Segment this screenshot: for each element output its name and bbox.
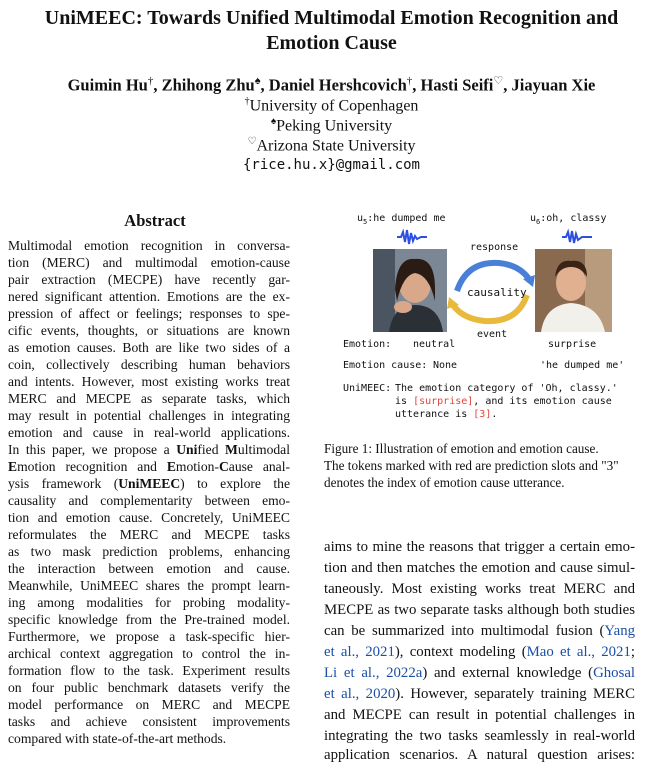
figure-caption-line-3: denotes the index of emotion cause utterance.: [324, 475, 565, 490]
cause-row-label: Emotion cause:: [343, 360, 428, 371]
author-affiliation-mark: †: [147, 75, 154, 87]
unimeec-line-2: is [surprise], and its emotion cause: [395, 396, 612, 407]
abstract-heading: Abstract: [124, 211, 186, 230]
abstract-line: and intents. However, most existing works treat: [8, 374, 290, 389]
utterance-u6-label: $u_6:oh$, classy: [530, 213, 607, 226]
abstract-line: pression of affect or feelings; responses to spe-: [8, 306, 290, 321]
author-affiliation-mark: ♡: [493, 75, 504, 87]
affiliation-arizona: ♡Arizona State University: [247, 136, 416, 155]
body-line: aims to mine the reasons that trigger a certain emo-: [324, 539, 635, 555]
abstract-line: tion (MERC) and multimodal emotion-cause: [8, 255, 290, 270]
abstract-line: cific events, thoughts, or situations are known: [8, 323, 290, 338]
audio-wave-left-icon: [395, 228, 429, 246]
response-label: response: [470, 242, 519, 253]
abstract-line: Meanwhile, UniMEEC shares the prompt learn-: [8, 578, 290, 593]
author-separator: ,: [260, 75, 269, 95]
abstract-line: causality and complementarity between emo-: [8, 493, 290, 508]
unimeec-label: UniMEEC:: [343, 383, 392, 394]
citation-link[interactable]: Li et al., 2022a: [324, 665, 423, 681]
body-line: MECPE as two separate tasks although both studies: [324, 602, 635, 618]
abstract-line: Furthermore, we propose a task-specific hier-: [8, 629, 290, 644]
body-line: Li et al., 2022a) and external knowledge (Ghosal: [324, 665, 636, 681]
author-name: Jiayuan Xie: [511, 75, 596, 95]
abstract-line: Emotion recognition and Emotion-Cause anal-: [8, 459, 290, 474]
abstract-line: as emotion causes. Both are like two sides of a: [8, 340, 290, 355]
title-line-2: Emotion Cause: [266, 32, 397, 54]
title-line-1: UniMEEC: Towards Unified Multimodal Emotion Recognition and: [44, 7, 619, 29]
emotion-left-value: neutral: [413, 339, 456, 350]
author-name: Daniel Hershcovich: [268, 75, 407, 95]
speaker-photo-left: [373, 249, 447, 332]
author-list: [0, 74, 663, 96]
paper-title: [0, 6, 663, 56]
figure-caption-line-1: Figure 1: Illustration of emotion and emotion cause.: [324, 441, 599, 456]
abstract-line: emotion and cause in real-world applications.: [8, 425, 290, 440]
abstract-line: formation flow to the task. Experiment results: [8, 663, 290, 678]
body-line: can be summarized into multimodal fusion (Yang: [324, 623, 635, 639]
author-affiliation-mark: ♠: [254, 75, 261, 87]
body-line: integrating the two tasks seamlessly in real-world: [324, 728, 635, 744]
abstract-line: pair extraction (MECPE) have recently gar-: [8, 272, 290, 287]
abstract-line: ing among modalities for probing modality-: [8, 595, 290, 610]
author-email: {rice.hu.x}@gmail.com: [242, 157, 420, 173]
abstract-line: may result in potential challenges in integrating: [8, 408, 290, 423]
abstract-line: tion and emotion cause. Concretely, UniMEEC: [8, 510, 290, 525]
author-separator: ,: [503, 75, 512, 95]
author-name: Hasti Seifi: [420, 75, 494, 95]
cause-left-value: None: [433, 360, 458, 371]
abstract-line: on four public benchmark datasets verify the: [8, 680, 290, 695]
index-slot: [3]: [473, 409, 492, 420]
citation-link[interactable]: et al., 2021: [324, 644, 395, 660]
body-line: taneously. Most existing works treat MERC and: [324, 581, 635, 597]
affiliation-peking: ♠Peking University: [270, 116, 393, 135]
utterance-u5-label: $u_5:he$ dumped me: [357, 213, 446, 226]
body-line: et al., 2021), context modeling (Mao et al., 2021;: [324, 644, 635, 660]
author-name: Guimin Hu: [67, 75, 148, 95]
event-label: event: [477, 329, 508, 340]
unimeec-line-1: The emotion category of 'Oh, classy.': [395, 383, 618, 394]
abstract-line: compared with state-of-the-art methods.: [8, 731, 227, 746]
affiliation-copenhagen: †University of Copenhagen: [244, 96, 419, 115]
causality-label: causality: [467, 286, 527, 299]
audio-wave-right-icon: [560, 228, 594, 246]
abstract-line: reformulates the MERC and MECPE tasks: [8, 527, 290, 542]
citation-link[interactable]: Mao et al., 2021: [526, 644, 631, 660]
abstract-line: coin, collectively describing human behaviors: [8, 357, 290, 372]
abstract-line: ysis framework (UniMEEC) to explore the: [8, 476, 290, 491]
surprise-slot: [surprise]: [413, 396, 474, 407]
abstract-line: In this paper, we propose a Unified Multimodal: [8, 442, 290, 457]
speaker-photo-right: [535, 249, 612, 332]
abstract-line: model performance on MERC and MECPE: [8, 697, 290, 712]
figure-caption-line-2: The tokens marked with red are prediction slots and "3": [324, 458, 619, 473]
body-line: application scenarios. A natural question arises:: [324, 747, 635, 763]
abstract-line: tasks and achieve consistent improvements: [8, 714, 290, 729]
abstract-line: as two mask prediction problems, enhancing: [8, 544, 290, 559]
emotion-right-value: surprise: [548, 339, 597, 350]
abstract-line: Multimodal emotion recognition in conversa-: [8, 238, 290, 253]
author-affiliation-mark: †: [406, 75, 413, 87]
citation-link[interactable]: Ghosal: [593, 665, 636, 681]
author-name: Zhihong Zhu: [161, 75, 255, 95]
citation-link[interactable]: Yang: [604, 623, 635, 639]
body-line: and MECPE can result in potential challenges in: [324, 707, 635, 723]
citation-link[interactable]: et al., 2020: [324, 686, 396, 702]
cause-right-value: 'he dumped me': [540, 360, 625, 371]
body-line: tion and then matches the emotion and cause simul-: [324, 560, 635, 576]
abstract-line: the interaction between emotion and cause.: [8, 561, 290, 576]
abstract-line: nered significant attention. Emotions are the ex-: [8, 289, 290, 304]
author-separator: ,: [153, 75, 162, 95]
abstract-line: specific knowledge from the Pre-trained model.: [8, 612, 290, 627]
emotion-row-label: Emotion:: [343, 339, 392, 350]
abstract-line: archical context aggregation to control the in-: [8, 646, 290, 661]
author-separator: ,: [412, 75, 421, 95]
body-line: et al., 2020). However, separately training MERC: [324, 686, 635, 702]
abstract-line: MERC and MECPE as separate tasks, which: [8, 391, 290, 406]
unimeec-line-3: utterance is [3].: [395, 409, 498, 420]
